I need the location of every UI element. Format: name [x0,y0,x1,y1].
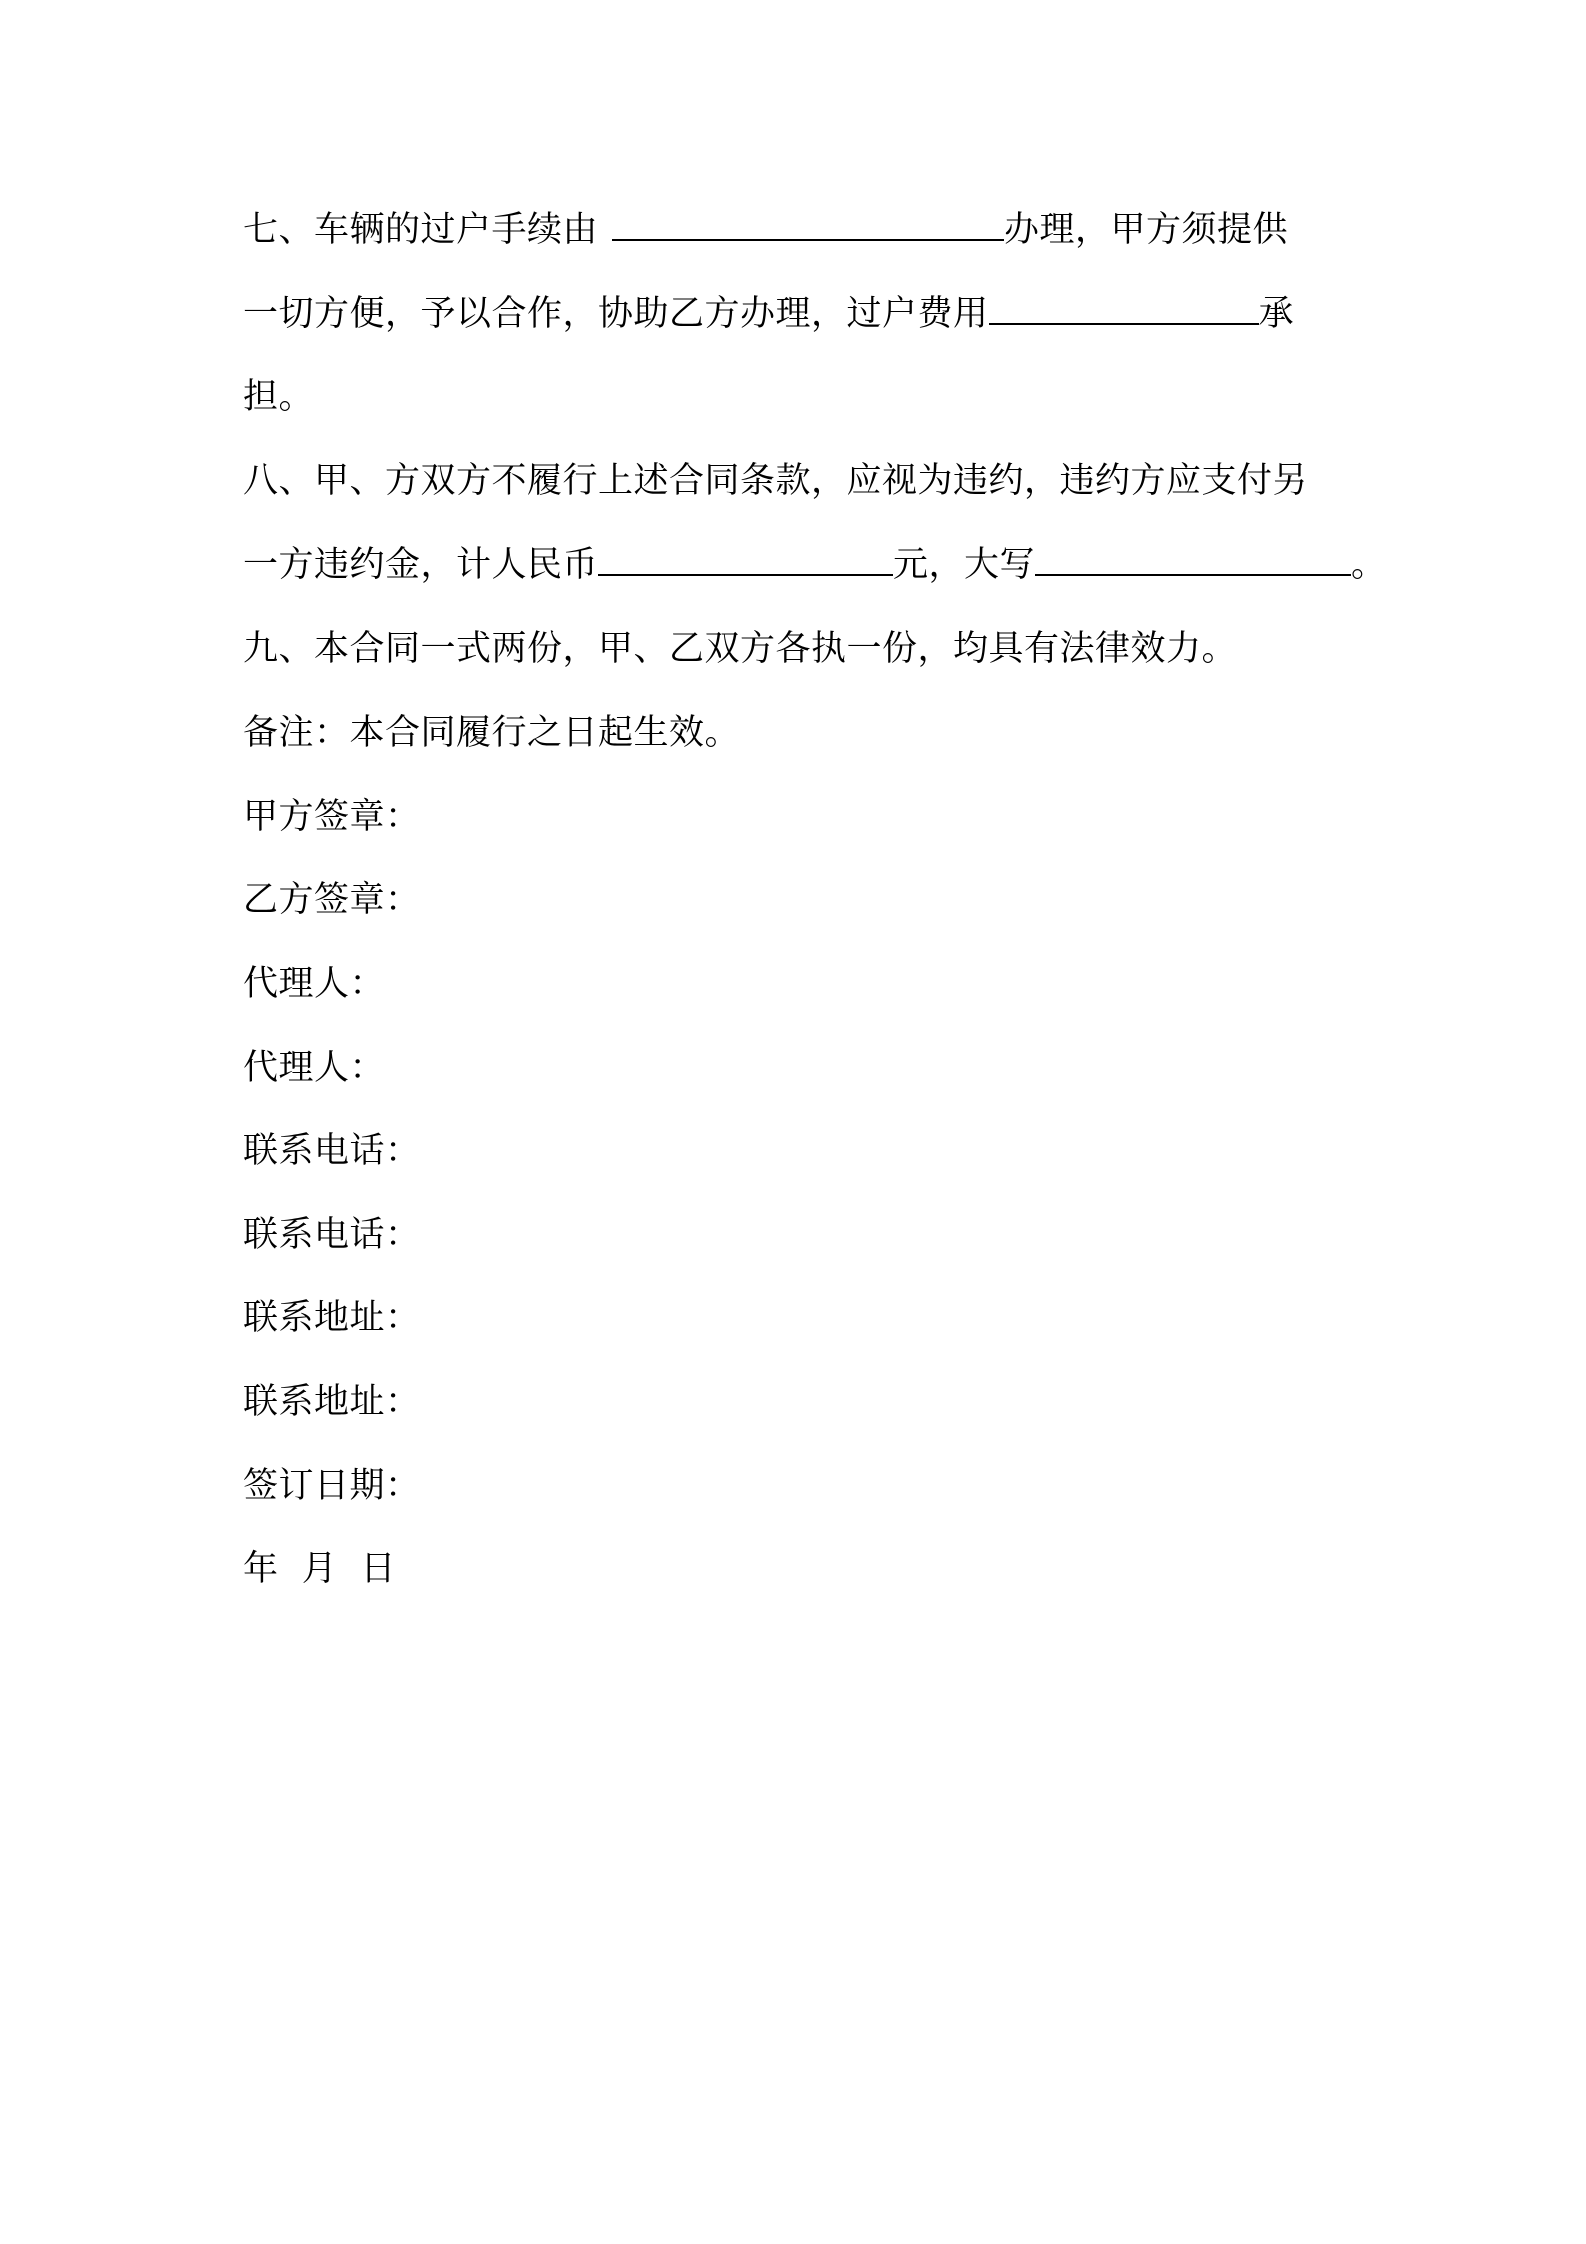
clause-9: 九、本合同一式两份，甲、乙双方各执一份，均具有法律效力。 [243,629,1238,669]
sign-date-label: 签订日期： [243,1466,421,1506]
clause-8-text-b: 元，大写 [893,545,1036,585]
clause-8-line-2 [243,541,1387,589]
date-format: 年 月 日 [243,1549,397,1589]
clause-7-line-3: 担。 [243,377,315,417]
clause-7-text-b: 办理，甲方须提供 [1004,210,1289,250]
party-b-seal-label: 乙方签章： [243,880,421,920]
party-a-seal-label: 甲方签章： [243,797,421,837]
agent-label-1: 代理人： [243,964,386,1004]
phone-label-1: 联系电话： [243,1131,421,1171]
clause-8-line-1: 八、甲、方双方不履行上述合同条款，应视为违约，违约方应支付另 [243,461,1309,501]
clause-7-text-d: 承 [1258,294,1295,334]
clause-7-line-1 [243,206,1288,254]
remark: 备注：本合同履行之日起生效。 [243,713,741,753]
address-label-2: 联系地址： [243,1382,421,1422]
penalty-amount-words-blank [1035,544,1351,576]
clause-7-text-c: 一切方便，予以合作，协助乙方办理，过户费用 [243,294,989,334]
clause-8-text-a: 一方违约金，计人民币 [243,545,599,585]
phone-label-2: 联系电话： [243,1215,421,1255]
transfer-handler-blank [612,209,1004,241]
clause-7-text-a: 七、车辆的过户手续由 [243,210,599,250]
agent-label-2: 代理人： [243,1048,386,1088]
address-label-1: 联系地址： [243,1298,421,1338]
clause-8-text-c: 。 [1351,545,1387,585]
clause-7-line-2 [243,290,1294,338]
penalty-amount-blank [598,544,893,576]
transfer-fee-blank [989,293,1259,325]
